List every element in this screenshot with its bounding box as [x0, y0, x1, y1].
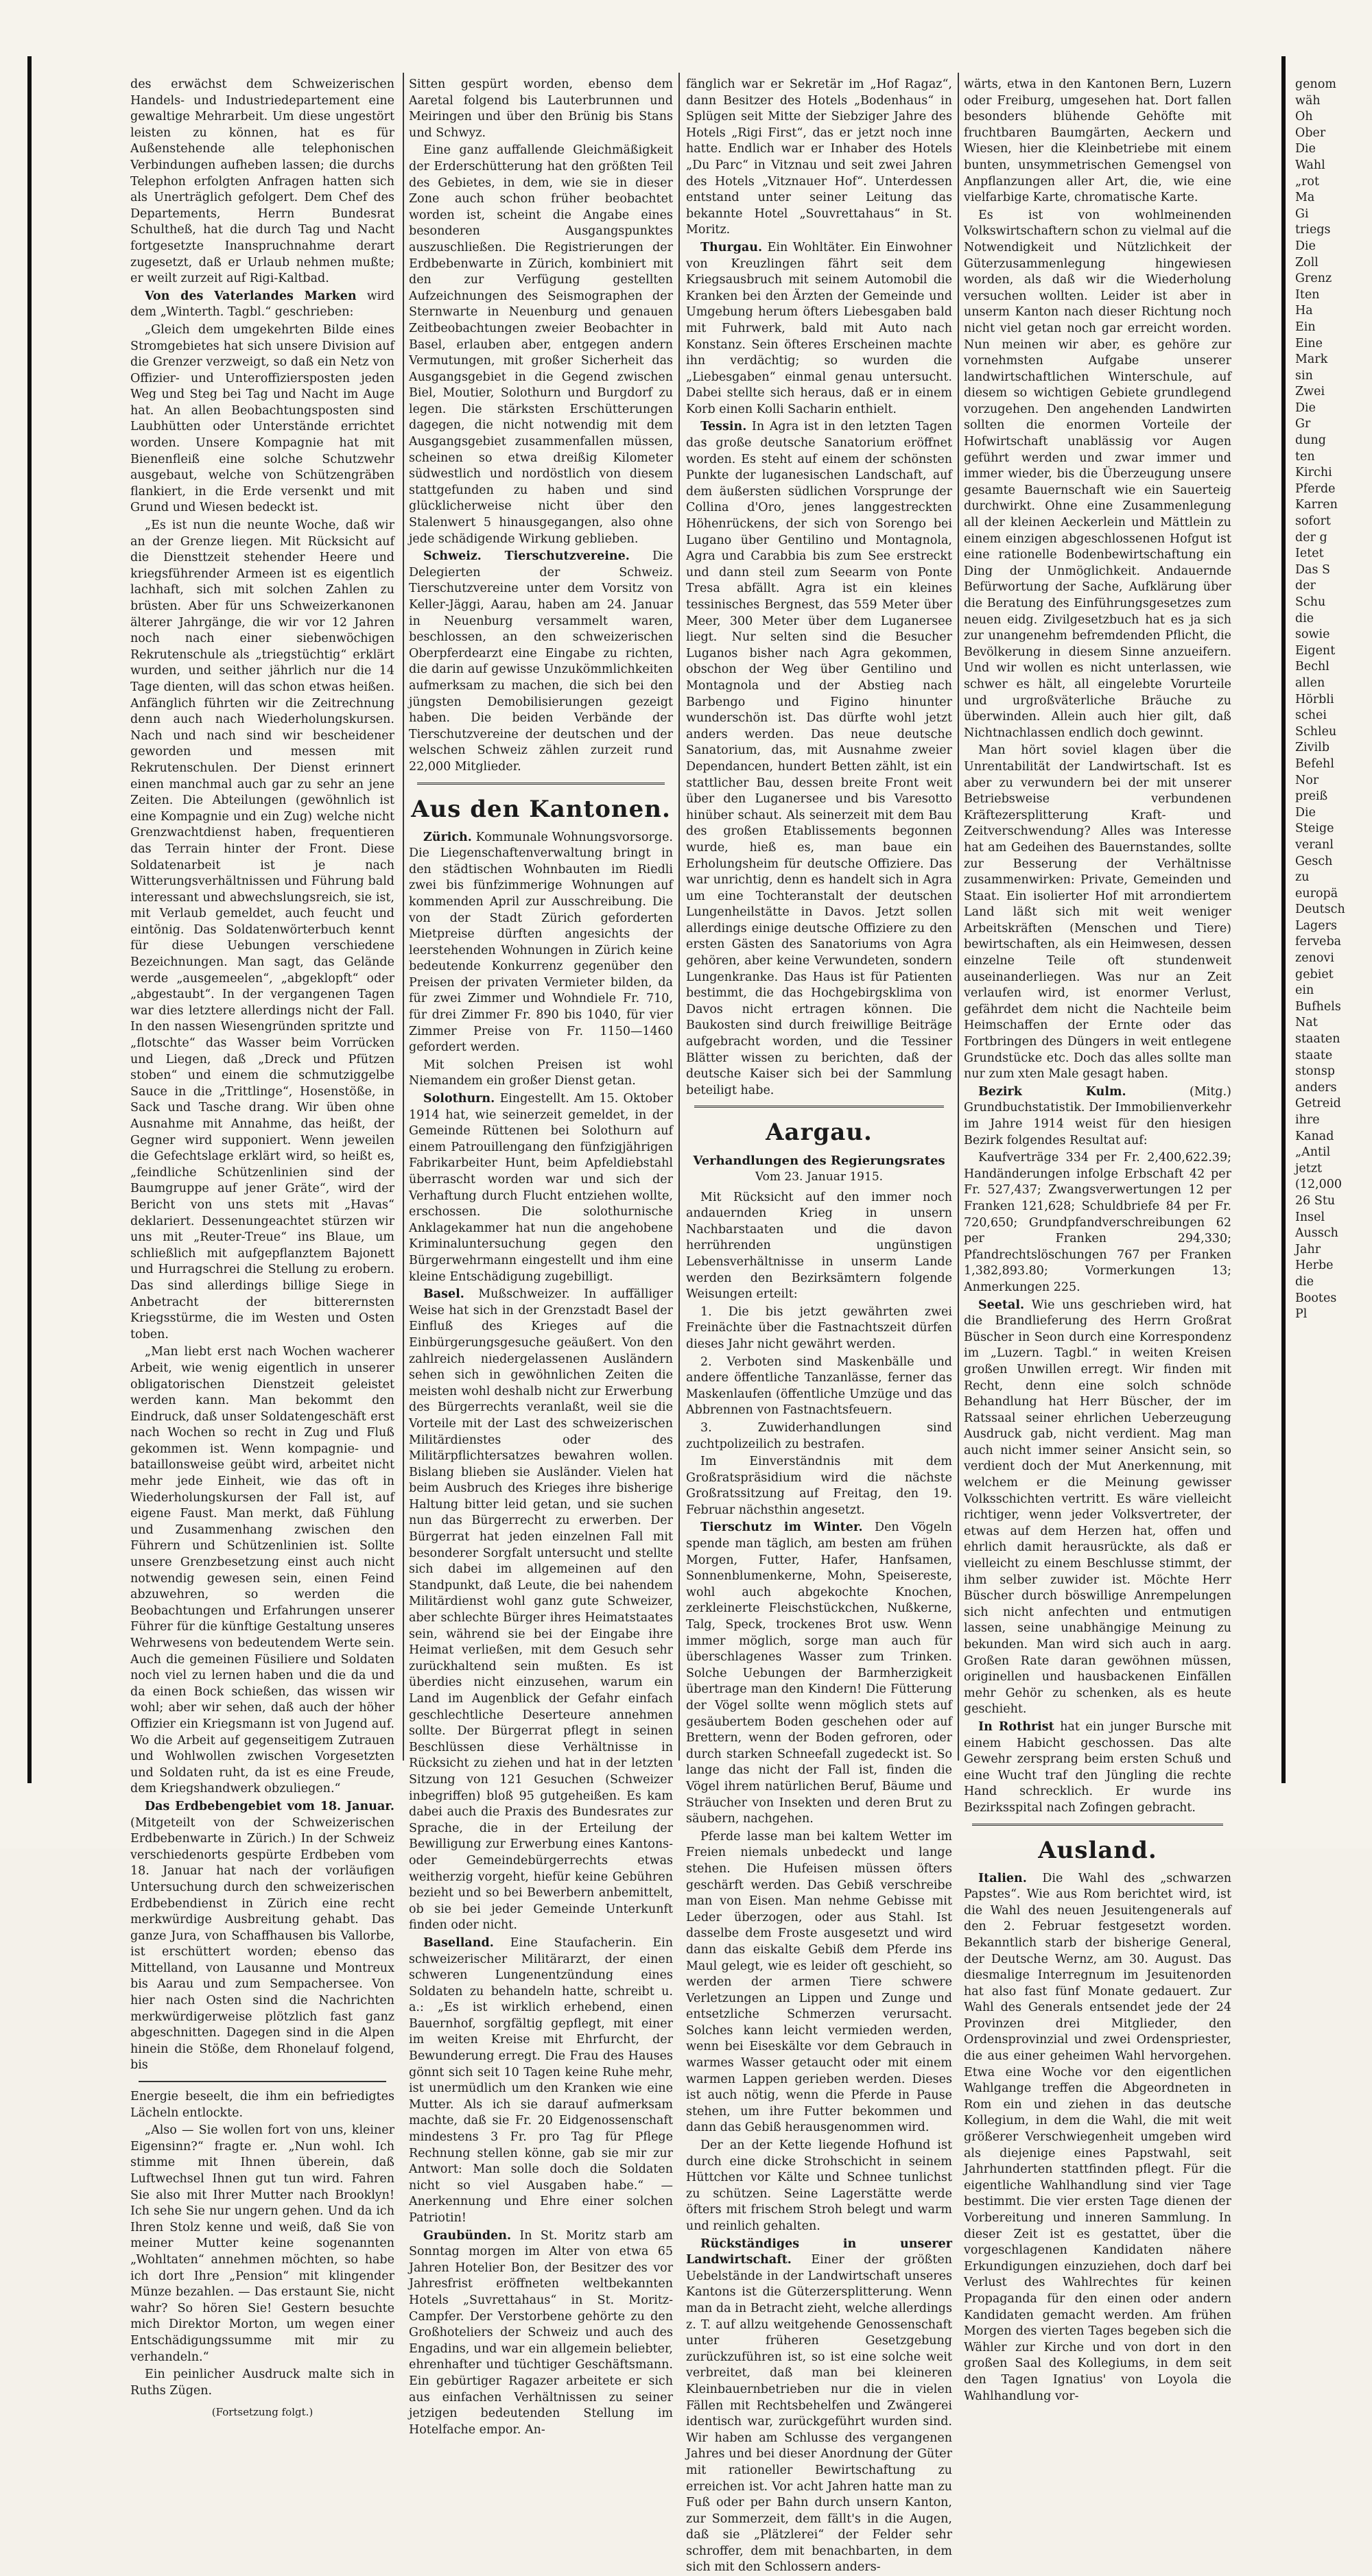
- fragment-line: Die: [1295, 142, 1316, 156]
- fragment-line: „Antil: [1295, 1145, 1331, 1160]
- fragment-line: zu: [1295, 870, 1310, 885]
- fragment-line: Ietet: [1295, 547, 1324, 561]
- fragment-line: jetzt: [1295, 1161, 1323, 1176]
- article-text: (Mitgeteilt von der Schweizerischen Erdbebenwarte in Zürich.) In der Schweiz verschiedenorts gespürte Erdbeben vom 18. Januar hat nach der vorläufigen Untersuchung durch den schweizerischen Erdbebendienst in Zürich eine recht merkwürdige Ausbreitung gehabt. Das ganze Jura, von Schaffhausen bis Vallorbe, ist erschüttert worden; ebenso das Mittelland, von Lausanne und Montreux bis Aarau und zum Sempachersee. Von hier nach Osten sind die Nachrichten merkwürdigerweise plötzlich fast ganz abgeschnitten. Dagegen sind in die Alpen hinein die Stöße, dem Rhonelauf folgend, bis: [130, 1815, 394, 2073]
- paragraph: [409, 549, 673, 775]
- article-text: Die Delegierten der Schweiz. Tierschutzvereine unter dem Vorsitz von Keller-Jäggi, Aarau, haben am 24. Januar in Neuenburg versammelt waren, beschlossen, an den schweizerischen Oberpferdearzt eine Eingabe zu richten, die darin auf gewisse Unzukömmlichkeiten aufmerksam zu machen, die sich bei den jüngsten Demobilisierungen gezeigt haben. Die beiden Verbände der Tierschutzvereine der deutschen und der welschen Schweiz zählen zurzeit rund 22,000 Mitglieder.: [409, 549, 673, 774]
- article-lead: Das Erdbebengebiet vom 18. Januar.: [145, 1799, 394, 1813]
- continuation-note: (Fortsetzung folgt.): [211, 2406, 314, 2419]
- fragment-line: Gi: [1295, 206, 1309, 221]
- fragment-line: sin: [1295, 368, 1313, 383]
- fragment-line: Die: [1295, 805, 1316, 820]
- paragraph: [409, 2228, 673, 2439]
- column-5-fragment: [1295, 77, 1372, 1759]
- fragment-line: ten: [1295, 449, 1315, 464]
- article-lead: Rückständiges in unserer Landwirtschaft.: [686, 2237, 952, 2267]
- fragment-line: Das S: [1295, 562, 1330, 577]
- article-lead: Tierschutz im Winter.: [700, 1520, 863, 1535]
- paragraph: [130, 289, 394, 321]
- paragraph: 3. Zuwiderhandlungen sind zuchtpolizeilich zu bestrafen.: [686, 1420, 952, 1451]
- article-lead: Zürich.: [423, 830, 472, 844]
- fragment-line: Ha: [1295, 304, 1313, 318]
- fragment-line: allen: [1295, 676, 1325, 690]
- fragment-line: Schu: [1295, 595, 1326, 609]
- fragment-line: wäh: [1295, 93, 1321, 108]
- fragment-line: ihre: [1295, 1113, 1320, 1127]
- paragraph: „Gleich dem umgekehrten Bilde eines Stromgebietes hat sich unsere Division auf die Grenzer verzweigt, so daß ein Netz von Offizier- und Unteroffiziersposten jeden Weg und Steg bei Tag und Nacht im Auge hat. An allen Beobachtungsposten sind Laubhütten oder Unterstände errichtet worden. Unsere Kompagnie hat mit Bienenfleiß eine solche Schutzwehr ausgebaut, welche von Schützengräben flankiert, in die Erde versenkt und mit Grund und Wiesen bedeckt ist.: [130, 322, 394, 515]
- column-4: [964, 77, 1231, 2403]
- fragment-line: Die: [1295, 239, 1316, 253]
- section-heading: Aus den Kantonen.: [411, 795, 671, 823]
- paragraph: [409, 830, 673, 1056]
- paragraph: Energie beseelt, die ihm ein befriedigtes Lächeln entlockte.: [130, 2090, 394, 2120]
- paragraph: 1. Die bis jetzt gewährten zwei Freinächte über die Fastnachtszeit dürfen dieses Jahr nicht gewährt werden.: [686, 1304, 952, 1351]
- article-text: Den Vögeln spende man täglich, am besten am frühen Morgen, Futter, Hafer, Hanfsamen, Sonnenblumenkerne, Mohn, Speisereste, wohl auch abgekochte Knochen, zerkleinerte Fleischstückchen, Nußkerne, Talg, Speck, trockenes Brot usw. Wenn immer möglich, sorge man auch für überschlagenes Wasser zum Trinken. Solche Uebungen der Barmherzigkeit übertrage man den Kindern! Die Fütterung der Vögel sollte wenn möglich stets auf gesäubertem Boden geschehen oder auf Brettern, wenn der Boden gefroren, oder durch starken Schneefall zugedeckt ist. So lange das nicht der Fall ist, finden die Vögel ihrem natürlichen Beruf, Bäume und Sträucher von Insekten und deren Brut zu säubern, nachgehen.: [686, 1520, 952, 1826]
- fragment-line: staate: [1295, 1048, 1333, 1062]
- fragment-line: Eigent: [1295, 643, 1336, 658]
- section-rule: [694, 1106, 944, 1108]
- article-text: Einer der größten Uebelstände in der Landwirtschaft unseres Kantons ist die Güterzersplitterung. Wenn man da in Betracht zieht, welche allerdings z. T. auf allzu weitgehende Genossenschaft unter früheren Gesetzgebung zurückzuführen ist, so ist eine solche weit verbreitet, daß man bei kleineren Kleinbauernbetrieben nur die in vielen Fällen mit Rechtsbehelfen und Zwängerei identisch war, zurückgeführt wurden sind. Wir haben am Schlusse des vergangenen Jahres und bei dieser Anordnung der Güter mit rationeller Bewirtschaftung zu erreichen ist. Vor acht Jahren hatte man zu Fuß oder per Bahn durch unsern Kanton, zur Sommerzeit, dem fällt's in die Augen, daß sie „Plätzlerei“ der Felder sehr schroffer, dem mit benachbarten, in dem sich mit den Schlossern anders-: [686, 2253, 952, 2575]
- section-rule: [139, 2081, 386, 2082]
- fragment-line: Steige: [1295, 822, 1334, 836]
- paragraph: [409, 1935, 673, 2227]
- article-text: Die Wahl des „schwarzen Papstes“. Wie aus Rom berichtet wird, ist die Wahl des neuen Jesuitengenerals auf den 2. Februar festgesetzt worden. Bekanntlich starb der bisherige General, der Deutsche Wernz, am 30. August. Das diesmalige Interregnum im Jesuitenorden hat also fast fünf Monate gedauert. Zur Wahl des Generals entsendet jede der 24 Provinzen drei Mitglieder, den Ordensprovinzial und zwei Ordenspriester, die aus einer geheimen Wahl hervorgehen. Etwa eine Woche vor den eigentlichen Wahlgange treffen die Abgeordneten in Rom ein und ziehen in das deutsche Kollegium, in dem die Wahl, die mit weit größerer Verschwiegenheit umgeben wird als diejenige eines Papstwahl, seit Jahrhunderten stattfinden pflegt. Für die eigentliche Wahlhandlung sind vier Tage bestimmt. Die vier ersten Tage dienen der Vorbereitung und inneren Sammlung. In dieser Zeit ist es gestattet, über die vorgeschlagenen Kandidaten nähere Erkundigungen einzuziehen, doch darf bei Verlust des Wahlrechtes für keinen Propaganda für den einen oder andern Kandidaten gemacht werden. Am frühen Morgen des vierten Tages begeben sich die Wähler zur Kirche und von dort in den großen Saal des Kollegiums, in dem seit den Tagen Ignatius' von Loyola die Wahlhandlung vor-: [964, 1871, 1231, 2403]
- fragment-line: zenovi: [1295, 951, 1334, 966]
- fragment-line: Lagers: [1295, 918, 1337, 933]
- fragment-line: Schleu: [1295, 724, 1337, 739]
- paragraph: Sitten gespürt worden, ebenso dem Aaretal folgend bis Lauterbrunnen und Meiringen und über den Brünig bis Stans und Schwyz.: [409, 77, 673, 140]
- fragment-line: staaten: [1295, 1032, 1340, 1047]
- article-text: In St. Moritz starb am Sonntag morgen im Alter von etwa 65 Jahren Hotelier Bon, der Besitzer des vor Jahresfrist eröffneten weltbekannten Hotels „Suvrettahaus“ in St. Moritz-Campfer. Der Verstorbene gehörte zu den Großhoteliers der Schweiz und auch des Engadins, und war ein allgemein beliebter, ehrenhafter und tüchtiger Geschäftsmann. Ein gebürtiger Ragazer arbeitete er sich aus einfachen Verhältnissen zu seiner jetzigen bedeutenden Stellung im Hotelfache empor. An-: [409, 2228, 673, 2437]
- section-heading: Ausland.: [1038, 1836, 1157, 1864]
- fragment-line: der g: [1295, 530, 1327, 545]
- paragraph: [409, 1091, 673, 1285]
- fragment-line: Befehl: [1295, 756, 1334, 771]
- right-margin-bar: [1281, 56, 1286, 1783]
- fragment-line: Die: [1295, 401, 1316, 415]
- fragment-line: Kanad: [1295, 1129, 1334, 1143]
- fragment-line: Hörbli: [1295, 692, 1334, 706]
- fragment-line: der: [1295, 579, 1316, 593]
- paragraph: [686, 419, 952, 1099]
- fragment-line: triegs: [1295, 223, 1331, 237]
- article-text: Mußschweizer. In auffälliger Weise hat sich in der Grenzstadt Basel der Einfluß des Krieges auf die Einbürgerungsgesuche geäußert. Von den zahlreich niedergelassenen Ausländern sehen sich in gewöhnlichen Zeiten die meisten wohl deshalb nicht zur Erwerbung des Bürgerrechts veranlaßt, weil sie die Vorteile mit der Last des schweizerischen Militärdienstes oder des Militärpflichtersatzes bewahren wollen. Bislang blieben sie Ausländer. Vielen hat beim Ausbruch des Krieges ihre bisherige Haltung bitter leid getan, und sie suchen nun das Bürgerrecht zu erwerben. Der Bürgerrat hat jeden einzelnen Fall mit besonderer Sorgfalt untersucht und stellte sich dabei im allgemeinen auf den Standpunkt, daß Leute, die bei nahendem Militärdienst wohl ganz gute Schweizer, aber schlechte Bürger ihres Heimatstaates sein, während sie bei der Eingabe ihre Heimat verließen, mit dem Gesuch sehr zurückhaltend sein mußten. Es ist überdies nicht einzusehen, warum ein Land im Augenblick der Gefahr einfach geschlechtliche Deserteure annehmen sollte. Der Bürgerrat pflegt in seinen Beschlüssen diese Verhältnisse in Rücksicht zu ziehen und hat in der letzten Sitzung von 121 Gesuchen (Schweizer inbegriffen) bloß 95 gutgeheißen. Es kam dabei auch die Praxis des Bundesrates zur Sprache, die in der Erteilung der Bewilligung zur Erwerbung eines Kantons- oder Gemeindebürgerrechts etwas weitherzig vorgeht, hiefür keine Gebühren bezieht und so bei Bewerbern anbemittelt, ob sie bei jeder Gemeinde Unterkunft finden oder nicht.: [409, 1287, 673, 1933]
- paragraph: [686, 1520, 952, 1827]
- fragment-line: Deutsch: [1295, 903, 1345, 917]
- fragment-line: Bootes: [1295, 1291, 1337, 1305]
- paragraph: [964, 1298, 1231, 1718]
- fragment-line: Insel: [1295, 1210, 1325, 1224]
- article-text: Eingestellt. Am 15. Oktober 1914 hat, wie seinerzeit gemeldet, in der Gemeinde Rüttenen bei Solothurn auf einem Patrouillengang den fünfzigjährigen Fabrikarbeiter Hunt, beim Apfeldiebstahl überrascht worden war und sich der Verhaftung durch Flucht entziehen wollte, erschossen. Die solothurnische Anklagekammer hat nun die angehobene Kriminaluntersuchung gegen den Bürgerwehrmann eingestellt und ihm eine kleine Entschädigung zugebilligt.: [409, 1092, 673, 1284]
- article-text: In Agra ist in den letzten Tagen das große deutsche Sanatorium eröffnet worden. Es steht auf einem der schönsten Punkte der luganesischen Landschaft, auf dem äußersten südlichen Vorsprunge der Collina d'Oro, jenes langgestreckten Höhenrückens, der sich von Sorengo bei Lugano über Gentilino und Montagnola, Agra und Carabbia bis zum See erstreckt und dann steil zum Seearm von Ponte Tresa abfällt. Agra ist ein kleines tessinisches Bergnest, das 559 Meter über Meer, 300 Meter über dem Luganersee liegt. Nur selten sind die Besucher Luganos bisher nach Agra gekommen, obschon der Weg über Gentilino und Montagnola und der Abstieg nach Barbengo und Figino hinunter wunderschön ist. Das dürfte wohl jetzt anders werden. Das neue deutsche Sanatorium, das, mit Ausnahme zweier Dependancen, hundert Betten zählt, ist ein stattlicher Bau, dessen breite Front weit über den Luganersee und bis Varesotto hinüber schaut. Als seinerzeit mit dem Bau des großen Etablissements begonnen wurde, hieß es, man baue ein Erholungsheim für deutsche Offiziere. Das war unrichtig, denn es handelt sich in Agra um eine Tochteranstalt der deutschen Lungenheilstätte in Davos. Jetzt sollen allerdings einige deutsche Offiziere zu den ersten Gästen des Sanatoriums von Agra gehören, aber keine Verwundeten, sondern Lungenkranke. Das Haus ist für Patienten bestimmt, die das Hochgebirgsklima von Davos nicht ertragen können. Die Baukosten sind durch freiwillige Beiträge aufgebracht worden, und die Tessiner Blätter wissen zu berichten, daß der deutsche Kaiser sich bei der Sammlung beteiligt habe.: [686, 420, 952, 1097]
- fragment-line: Grenz: [1295, 272, 1332, 286]
- fragment-line: Zwei: [1295, 385, 1325, 399]
- fragment-line: Ma: [1295, 191, 1315, 205]
- paragraph: Man hört soviel klagen über die Unrentabilität der Landwirtschaft. Ist es aber zu verwundern bei der mit unserer Betriebsweise verbundenen Kräftezersplitterung Kraft- und Zeitverschwendung? Alles was Interesse hat am Gedeihen des Bauernstandes, sollte zur Besserung der Verhältnisse zusammenwirken: Private, Gemeinden und Staat. Ein isolierter Hof mit arrondiertem Land läßt sich mit weit weniger Arbeitskräften (Menschen und Tiere) bewirtschaften, als ein Heimwesen, dessen einzelne Teile oft stundenweit auseinanderliegen. Was nur an Zeit verlaufen wird, ist enormer Verlust, gefährdet dem nicht die Nachteile beim Heimschaffen der Ernte oder das Fortbringen des Düngers in weit entlegene Grundstücke etc. Doch das alles sollte man nur zum xten Male gesagt haben.: [964, 743, 1231, 1082]
- fragment-line: Herbe: [1295, 1259, 1334, 1273]
- column-1: [130, 77, 394, 2419]
- fragment-line: „rot: [1295, 174, 1319, 189]
- fragment-line: 26 Stu: [1295, 1193, 1336, 1208]
- paragraph: Ein peinlicher Ausdruck malte sich in Ruths Zügen.: [130, 2368, 394, 2398]
- section-rule: [417, 783, 665, 785]
- article-text: wird dem „Winterth. Tagbl.“ geschrieben:: [130, 289, 394, 320]
- column-rule: [403, 73, 404, 1761]
- column-rule: [678, 73, 680, 1761]
- column-2: [409, 77, 673, 2437]
- column-3: [686, 77, 952, 2575]
- fragment-line: Eine: [1295, 336, 1323, 350]
- fragment-line: Nor: [1295, 773, 1319, 787]
- fragment-line: schei: [1295, 708, 1327, 723]
- article-text: Wie uns geschrieben wird, hat die Brandlieferung des Herrn Großrat Büscher in Seon durch eine Korrespondenz im „Luzern. Tagbl.“ in weiten Kreisen großen Unwillen erregt. Wir finden mit Recht, denn eine solch schnöde Behandlung hat Herr Büscher, der im Ratssaal seiner ehrlichen Ueberzeugung Ausdruck gab, nicht verdient. Mag man auch nicht immer seiner Ansicht sein, so verdient doch der Mut Anerkennung, mit welchem er die Meinung gewisser Volksschichten vertritt. Es wäre vielleicht richtiger, wenn jeder Volksvertreter, der etwas auf dem Herzen hat, offen und ehrlich damit herausrückte, als daß er vielleicht zu einem Beschlusse stimmt, der ihm selber zuwider ist. Möchte Herr Büscher durch böswillige Anrempelungen sich nicht anfechten und entmutigen lassen, seine unabhängige Meinung zu bekunden. Man wird sich auch in aarg. Großen Rate daran gewöhnen müssen, originellen und hausbackenen Einfällen mehr Gehör zu schenken, als es heute geschieht.: [964, 1298, 1231, 1717]
- paragraph: Im Einverständnis mit dem Großratspräsidium wird die nächste Großratssitzung auf Freitag, den 19. Februar nächsthin angesetzt.: [686, 1455, 952, 1517]
- paragraph: [964, 1719, 1231, 1817]
- fragment-line: Oh: [1295, 110, 1313, 124]
- paragraph: Mit solchen Preisen ist wohl Niemandem ein großer Dienst getan.: [409, 1058, 673, 1088]
- paragraph: „Es ist nun die neunte Woche, daß wir an der Grenze liegen. Mit Rücksicht auf die Diensttzeit stehender Heere und kriegsführender Armeen ist es eigentlich lachhaft, sich mit solchen Zahlen zu brüsten. Aber für uns Schweizerkanonen älterer Jahrgänge, die wir vor 12 Jahren noch nach einer siebenwöchigen Rekrutenschule als „triegstüchtig“ erklärt wurden, und seither jährlich nur die 14 Tage dienten, will das schon etwas heißen. Anfänglich führten wir die Zeitrechnung denn auch nach Wiederholungskursen. Nach und nach sind wir bescheidener geworden und messen mit Rekrutenschulen. Der Dienst erinnert einen manchmal auch gar zu sehr an jene Zeiten. Die Abteilungen (gewöhnlich ist eine Kompagnie und ein Zug) welche nicht Grenzwachtdienst haben, frequentieren das Terrain hinter der Front. Diese Soldatenarbeit ist je nach Witterungsverhältnissen und Führung bald interessant und abwechslungsreich, sie ist, mit Verlaub gemeldet, auch feucht und eintönig. Das Soldatenwörterbuch kennt für diese Uebungen verschiedene Bezeichnungen. Man sagt, das Gelände werde „ausgemeelen“, „abgeklopft“ oder „abgestaubt“. In der vergangenen Tagen war dies letztere allerdings nicht der Fall. In den nassen Wiesengründen spritzte und „flotschte“ das Wasser beim Vorrücken und Liegen, daß „Dreck und Pfützen stoben“ und einem die schmutziggelbe Sauce in die „Trittlinge“, Hosenstöße, in Sack und Tasche drang. Wir üben ohne Ausnahme mit Annahme, das heißt, der Gegner wird supponiert. Wenn jeweilen die Gefechtslage erklärt wird, so heißt es, „feindliche Schützenlinien sind der Baumgruppe auf jener Gräte“, wird der Bericht von uns stets mit „Havas“ deklariert. Dessenungeachtet stürzen wir uns mit „Reuter-Treue“ ins Blaue, um schließlich mit aufgepflanztem Bajonett und Hurragschrei die Stellung zu erobern. Das sind allerdings billige Siege in Anbetracht der bitterernsten Kriegsstürme, die im Westen und Osten toben.: [130, 518, 394, 1341]
- fragment-line: stonsp: [1295, 1064, 1336, 1079]
- fragment-line: preiß: [1295, 789, 1328, 804]
- article-text: Kommunale Wohnungsvorsorge. Die Liegenschaftenverwaltung bringt in den städtischen Wohnbauten im Riedli zwei bis fünfzimmerige Wohnungen auf kommenden April zur Ausschreibung. Die von der Stadt Zürich geforderten Mietpreise dürften angesichts der leerstehenden Wohnungen in Zürich keine bedeutende Konkurrenz gegenüber den Preisen der privaten Vermieter bilden, da für zwei Zimmer und Wohndiele Fr. 710, für drei Zimmer Fr. 890 bis 1040, für vier Zimmer Preise von Fr. 1150—1460 gefordert werden.: [409, 830, 673, 1055]
- article-lead: Seetal.: [978, 1298, 1025, 1312]
- paragraph: des erwächst dem Schweizerischen Handels- und Industriedepartement eine gewaltige Mehrarbeit. Um diese ungestört leisten zu können, hat es für Außenstehende alle telephonischen Verbindungen aufheben lassen; die durchs Telephon erfolgten Anfragen hatten sich als Unerträglich gefolgert. Dem Chef des Departements, Herrn Bundesrat Schultheß, hat die durch Tag und Nacht fortgesetzte Inanspruchnahme derart zugesetzt, daß er Urlaub nehmen mußte; er weilt zurzeit auf Rigi-Kaltbad.: [130, 77, 394, 286]
- paragraph: Eine ganz auffallende Gleichmäßigkeit der Erderschütterung hat den größten Teil des Gebietes, in dem, wie sie in dieser Zone auch schon früher beobachtet worden ist, scheint die Angabe eines besonderen Ausgangspunktes auszuschließen. Die Registrierungen der Erdbebenwarte in Zürich, kombiniert mit den zur Verfügung gestellten Aufzeichnungen des Seismographen der Sternwarte in Neuenburg und genauen Zeitbeobachtungen zweier Beobachter in Basel, erlauben aber, entgegen andern Vermutungen, mit großer Sicherheit das Ausgangsgebiet in die Gegend zwischen Biel, Moutier, Solothurn und Burgdorf zu legen. Die stärksten Erschütterungen dagegen, die nicht notwendig mit dem Ausgangsgebiet zusammenfallen müssen, scheinen so etwa dreißig Kilometer südwestlich und nordöstlich von diesem stattgefunden zu haben und sind glücklicherweise nicht über den Stalenwert 5 hinausgegangen, also ohne jede schädigende Wirkung geblieben.: [409, 143, 673, 546]
- paragraph: Der an der Kette liegende Hofhund ist durch eine dicke Strohschicht in seinem Hüttchen vor Kälte und Schnee tunlichst zu schützen. Seine Lagerstätte werde öfters mit frischem Stroh belegt und warm und reinlich gehalten.: [686, 2138, 952, 2233]
- paragraph: Mit Rücksicht auf den immer noch andauernden Krieg in unsern Nachbarstaaten und die davon herrührenden ungünstigen Lebensverhältnisse in unserm Lande werden den Bezirksämtern folgende Weisungen erteilt:: [686, 1190, 952, 1302]
- article-text: hat ein junger Bursche mit einem Habicht geschossen. Das alte Gewehr zersprang beim ersten Schuß und eine Wucht traf den Jüngling die rechte Hand schrecklich. Er wurde ins Bezirksspital nach Zofingen gebracht.: [964, 1719, 1231, 1815]
- fragment-line: Karren: [1295, 498, 1338, 512]
- fragment-line: genom: [1295, 77, 1336, 91]
- section-subheading: Verhandlungen des Regierungsrates: [693, 1154, 945, 1169]
- article-lead: Italien.: [978, 1871, 1027, 1885]
- fragment-line: Zoll: [1295, 255, 1318, 270]
- fragment-line: Bechl: [1295, 660, 1329, 674]
- paragraph: [130, 1799, 394, 2074]
- paragraph: Pferde lasse man bei kaltem Wetter im Freien niemals unbedeckt und lange stehen. Die Hufeisen müssen öfters geschärft werden. Das Gebiß verschreibe man von Eisen. Man nehme Gebisse mit Leder überzogen, oder aus Stahl. Ist dasselbe dem Froste ausgesetzt und wird dann das eiskalte Gebiß dem Pferde ins Maul gelegt, wie es leider oft geschieht, so werden der armen Tiere schwere Verletzungen an Lippen und Zunge und entsetzliche Schmerzen verursacht. Solches kann leicht vermieden werden, wenn bei Eiseskälte vor dem Gebrauch in warmes Wasser getaucht oder mit einem warmen Lappen gerieben werden. Dieses ist auch nötig, wenn die Pferde in Pause stehen, um ihre Futter bekommen und dann das Gebiß herausgenommen wird.: [686, 1829, 952, 2135]
- article-text: (Mitg.) Grundbuchstatistik. Der Immobilienverkehr im Jahre 1914 weist für den hiesigen Bezirk folgendes Resultat auf:: [964, 1084, 1231, 1147]
- left-margin-bar: [27, 56, 32, 1783]
- paragraph: [964, 1084, 1231, 1149]
- paragraph: Es ist von wohlmeinenden Volkswirtschaftern schon zu vielmal auf die Notwendigkeit und Nützlichkeit der Güterzusammenlegung hingewiesen worden, als daß wir die Wiederholung versuchen wollten. Leider ist aber in unserm Kanton nach dieser Richtung noch nicht viel getan noch gar erreicht worden. Nun meinen wir aber, es gehöre zur vornehmsten Aufgabe unserer landwirtschaftlichen Winterschule, auf diesem so wichtigen Gebiete grundlegend vorzugehen. Den angehenden Landwirten sollten die enormen Vorteile der Hofwirtschaft unablässig vor Augen geführt werden und zwar immer und immer wieder, bis die Überzeugung unsere gesamte Bauernschaft wie ein Sauerteig durchwirkt. Ohne eine Zusammenlegung all der kleinen Aeckerlein und Mättlein zu einem einzigen abgeschlossenen Hofgut ist eine rationelle Bodenbewirtschaftung ein Ding der Unmöglichkeit. Andauernde Befürwortung der Sache, Aufklärung über die Beratung des Einführungsgesetzes zum neuen eidg. Zivilgesetzbuch hat es ja sich zur unangenehm befremdenden Pflicht, die Bevölkerung in diesem Sinne anzueifern. Und wir wollen es nicht unterlassen, wie schwer es hält, all eingelebte Vorurteile und urgroßväterliche Bräuche zu überwinden. Allein auch hier gilt, daß Nichtnachlassen endlich doch gewinnt.: [964, 208, 1231, 740]
- fragment-line: veranl: [1295, 837, 1334, 852]
- fragment-line: Pferde: [1295, 481, 1336, 496]
- section-heading: Aargau.: [766, 1119, 873, 1147]
- article-lead: Baselland.: [423, 1935, 494, 1950]
- fragment-line: die: [1295, 1274, 1314, 1289]
- fragment-line: Pl: [1295, 1307, 1308, 1322]
- fragment-line: Wahl: [1295, 158, 1325, 172]
- article-lead: Von des Vaterlandes Marken: [145, 289, 357, 303]
- fragment-line: dung: [1295, 433, 1326, 448]
- column-rule: [958, 73, 959, 1761]
- fragment-line: Jahr: [1295, 1242, 1321, 1256]
- section-rule: [972, 1824, 1223, 1826]
- fragment-line: Gr: [1295, 417, 1311, 431]
- fragment-line: Gesch: [1295, 854, 1333, 868]
- fragment-line: Getreid: [1295, 1097, 1341, 1111]
- article-lead: Basel.: [423, 1287, 464, 1302]
- fragment-line: die: [1295, 611, 1314, 625]
- fragment-line: Ein: [1295, 320, 1316, 334]
- fragment-line: Bufhels: [1295, 999, 1341, 1014]
- fragment-line: ein: [1295, 983, 1314, 998]
- article-lead: Graubünden.: [423, 2228, 512, 2243]
- dateline: Vom 23. Januar 1915.: [755, 1170, 884, 1184]
- fragment-line: sofort: [1295, 514, 1331, 529]
- article-lead: Bezirk Kulm.: [978, 1084, 1126, 1099]
- fragment-line: Ober: [1295, 126, 1326, 140]
- fragment-line: anders: [1295, 1080, 1337, 1095]
- paragraph: [409, 1287, 673, 1934]
- fragment-line: Zivilb: [1295, 741, 1330, 755]
- fragment-line: Mark: [1295, 353, 1328, 367]
- paragraph: „Man liebt erst nach Wochen wacherer Arbeit, wie wenig eigentlich in unserer obligatorischen Dienstzeit geleistet werden kann. Man bekommt den Eindruck, daß unser Soldatengeschäft erst nach Wochen so recht in Zug und Fluß gekommen ist. Wenn kompagnie- und bataillonsweise geübt wird, arbeitet nicht mehr jede Einheit, wie das oft in Wiederholungskursen der Fall ist, auf eigene Faust. Man merkt, daß Fühlung und Zusammenhang zwischen den Führern und Schützenlinien ist. Sollte unsere Grenzbesetzung einst auch nicht notwendig gewesen sein, einen Feind abzuwehren, so werden die Beobachtungen und Erfahrungen unserer Führer für die künftige Gestaltung unseres Wehrwesens von bedeutendem Werte sein. Auch die gemeinen Füsiliere und Soldaten noch viel zu lernen haben und die da und da einen Bock schießen, das wissen wir wohl; aber wir sehen, daß auch der höher Offizier ein Kriegsmann ist von Jugend auf. Wo die Arbeit auf gegenseitigem Zutrauen und Wohlwollen zwischen Vorgesetzten und Soldaten ruht, da ist es eine Freude, dem Kriegshandwerk obzuliegen.“: [130, 1345, 394, 1796]
- paragraph: „Also — Sie wollen fort von uns, kleiner Eigensinn?“ fragte er. „Nun wohl. Ich stimme mit Ihnen überein, daß Luftwechsel Ihnen gut tun wird. Fahren Sie also mit Ihrer Mutter nach Brooklyn! Ich sehe Sie nur ungern gehen. Und da ich Ihren Stolz kenne und weiß, daß Sie von meiner Mutter keine sogenannten „Wohltaten“ annehmen möchten, so habe ich dort Ihre „Pension“ mit klingender Münze bezahlen. — Das erstaunt Sie, nicht wahr? So hören Sie! Gestern besuchte mich Direktor Morton, um wegen einer Entschädigungssumme mit mir zu verhandeln.“: [130, 2123, 394, 2364]
- article-lead: Thurgau.: [700, 240, 763, 254]
- fragment-line: (12,000: [1295, 1178, 1343, 1192]
- article-lead: Solothurn.: [423, 1092, 495, 1106]
- fragment-line: sowie: [1295, 628, 1330, 642]
- article-lead: Schweiz. Tierschutzvereine.: [423, 549, 630, 564]
- article-text: Ein Wohltäter. Ein Einwohner von Kreuzlingen fährt seit dem Kriegsausbruch mit seinem Automobil die Kranken bei den Ärzten der Gemeinde und Umgebung herum öfters Liebesgaben bald mit Fuhrwerk, bald mit Auto nach Konstanz. Sein öfteres Erscheinen machte ihn verdächtig; so wurden die „Liebesgaben“ einmal genau untersucht. Dabei stellte sich heraus, daß er in einem Korb einen Kolli Sacharin enthielt.: [686, 240, 952, 416]
- fragment-line: Nat: [1295, 1016, 1318, 1030]
- article-lead: Tessin.: [700, 420, 747, 434]
- paragraph: Kaufverträge 334 per Fr. 2,400,622.39; Handänderungen infolge Erbschaft 42 per Fr. 527,437; Zwangsverwertungen 12 per Franken 121,628; Schuldbriefe 84 per Fr. 720,650; Grundpfandverschreibungen 62 per Franken 294,330; Pfandrechtslöschungen 767 per Franken 1,382,893.80; Vormerkungen 13; Anmerkungen 225.: [964, 1151, 1231, 1294]
- fragment-line: gebiet: [1295, 967, 1334, 981]
- paragraph: [686, 240, 952, 418]
- fragment-line: Iten: [1295, 287, 1320, 302]
- fragment-line: europä: [1295, 886, 1338, 901]
- article-lead: In Rothrist: [978, 1719, 1054, 1734]
- article-text: Eine Staufacherin. Ein schweizerischer Militärarzt, der einen schweren Lungenentzündung eines Soldaten zu behandeln hatte, schreibt u. a.: „Es ist wirklich erhebend, einen Bauernhof, sorgfältig gepflegt, mit einer im weiten Kreise mit Ehrfurcht, der Bewunderung erregt. Die Frau des Hauses gönnt sich seit 10 Tagen keine Ruhe mehr, ist unermüdlich um den Kranken wie eine Mutter. Als ich sie darauf aufmerksam machte, daß sie Fr. 20 Eidgenossenschaft mindestens 3 Fr. pro Tag für Pflege Rechnung stellen könne, gab sie mir zur Antwort: Man solle doch die Soldaten nicht so viel Ausgaben habe.“ — Anerkennung und Ehre einer solchen Patriotin!: [409, 1935, 673, 2225]
- paragraph: wärts, etwa in den Kantonen Bern, Luzern oder Freiburg, umgesehen hat. Dort fallen besonders blühende Gehöfte mit fruchtbaren Baumgärten, Aeckern und Wiesen, hier die Kleinbetriebe mit einem bunten, unsymmetrischen Gemengsel von Anpflanzungen aller Art, die, wie eine vielfarbige Karte, chromatische Karte.: [964, 77, 1231, 205]
- paragraph: fänglich war er Sekretär im „Hof Ragaz“, dann Besitzer des Hotels „Bodenhaus“ in Splügen seit Mitte der Siebziger Jahre des Hotels „Rigi First“, das er jetzt noch inne hatte. Endlich war er Inhaber des Hotels „Du Parc“ in Vitznau und seit zwei Jahren des Hotels „Vitznauer Hof“. Unterdessen entstand unter seiner Leitung das bekannte Hotel „Souvrettahaus“ in St. Moritz.: [686, 77, 952, 237]
- paragraph: [964, 1871, 1231, 2405]
- paragraph: 2. Verboten sind Maskenbälle und andere öffentliche Tanzanlässe, ferner das Maskenlaufen (öffentliche Umzüge und das Abbrennen von Fastnachtsfeuern.: [686, 1355, 952, 1418]
- fragment-line: Kirchi: [1295, 466, 1332, 480]
- fragment-line: Aussch: [1295, 1226, 1338, 1241]
- paragraph: [686, 2237, 952, 2576]
- fragment-line: ferveba: [1295, 935, 1342, 949]
